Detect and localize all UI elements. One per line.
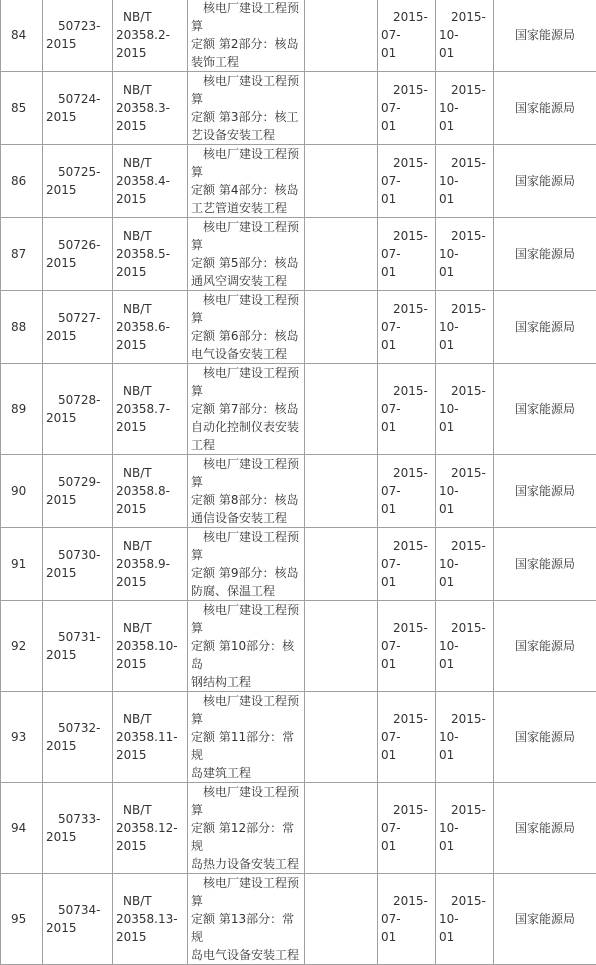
code-line: 50729- [58,475,101,489]
table-row [1,145,596,218]
department-cell: 国家能源局 [494,218,596,291]
department-cell: 国家能源局 [494,783,596,874]
name-line: 核电厂建设工程预算 [191,147,299,179]
nb-line: NB/T [116,803,152,817]
end-date-cell [436,0,494,72]
name-line: 自动化控制仪表安装 [191,420,299,434]
end-line: 01 [439,575,454,589]
start-line: 2015-07- [381,803,428,835]
nb-line: NB/T [116,466,152,480]
end-date-cell [436,874,494,965]
table-row [1,874,596,965]
code-line: 50723- [58,19,101,33]
name-line: 定额 第10部分：核岛 [191,639,294,671]
nb-line: 20358.6- [116,320,170,334]
name-line: 通风空调安装工程 [191,274,287,288]
name-line: 岛建筑工程 [191,766,251,780]
department-cell: 国家能源局 [494,291,596,364]
code-cell [43,145,113,218]
name-line: 防腐、保温工程 [191,584,275,598]
standard-number-cell [113,692,188,783]
start-line: 01 [381,575,396,589]
standard-name-cell [188,455,305,528]
row-number: 86 [1,145,43,218]
nb-line: 2015 [116,46,147,60]
name-line: 定额 第6部分：核岛 [191,329,298,343]
start-line: 01 [381,502,396,516]
table-row [1,72,596,145]
name-line: 核电厂建设工程预算 [191,603,299,635]
name-line: 工程 [191,438,215,452]
start-date-cell [378,72,436,145]
start-line: 2015-07- [381,384,428,416]
empty-cell [305,783,378,874]
code-cell [43,528,113,601]
nb-line: 2015 [116,839,147,853]
start-line: 2015-07- [381,539,428,571]
standard-number-cell [113,0,188,72]
row-number: 89 [1,364,43,455]
standard-number-cell [113,783,188,874]
nb-line: NB/T [116,156,152,170]
start-date-cell [378,218,436,291]
table-row [1,0,596,72]
start-date-cell [378,601,436,692]
nb-line: 2015 [116,575,147,589]
end-line: 2015-10- [439,466,486,498]
nb-line: 20358.2- [116,28,170,42]
code-line: 2015 [46,110,77,124]
start-line: 01 [381,192,396,206]
nb-line: 20358.3- [116,101,170,115]
standard-name-cell [188,291,305,364]
end-line: 01 [439,657,454,671]
empty-cell [305,0,378,72]
end-line: 2015-10- [439,803,486,835]
name-line: 通信设备安装工程 [191,511,287,525]
code-cell [43,455,113,528]
code-line: 2015 [46,256,77,270]
standard-number-cell [113,455,188,528]
name-line: 定额 第8部分：核岛 [191,493,298,507]
table-row [1,364,596,455]
start-date-cell [378,145,436,218]
code-cell [43,874,113,965]
name-line: 定额 第13部分：常规 [191,912,294,944]
end-line: 01 [439,46,454,60]
start-line: 2015-07- [381,302,428,334]
start-date-cell [378,692,436,783]
start-line: 2015-07- [381,10,428,42]
start-line: 01 [381,420,396,434]
nb-line: 20358.11- [116,730,178,744]
standard-number-cell [113,72,188,145]
empty-cell [305,874,378,965]
standard-number-cell [113,601,188,692]
standard-name-cell [188,218,305,291]
standard-name-cell [188,692,305,783]
row-number: 90 [1,455,43,528]
row-number: 92 [1,601,43,692]
end-date-cell [436,145,494,218]
code-line: 2015 [46,648,77,662]
standard-name-cell [188,72,305,145]
nb-line: 2015 [116,265,147,279]
code-line: 50726- [58,238,101,252]
department-cell: 国家能源局 [494,364,596,455]
name-line: 核电厂建设工程预算 [191,530,299,562]
nb-line: 2015 [116,338,147,352]
start-date-cell [378,455,436,528]
end-line: 2015-10- [439,712,486,744]
nb-line: 20358.5- [116,247,170,261]
code-line: 2015 [46,493,77,507]
nb-line: NB/T [116,384,152,398]
table-row [1,218,596,291]
start-line: 01 [381,265,396,279]
code-cell [43,218,113,291]
end-line: 01 [439,119,454,133]
empty-cell [305,145,378,218]
standard-name-cell [188,601,305,692]
end-date-cell [436,692,494,783]
name-line: 定额 第11部分：常规 [191,730,294,762]
name-line: 工艺管道安装工程 [191,201,287,215]
standard-name-cell [188,145,305,218]
department-cell: 国家能源局 [494,601,596,692]
end-date-cell [436,783,494,874]
end-line: 01 [439,265,454,279]
name-line: 核电厂建设工程预算 [191,1,299,33]
start-line: 01 [381,338,396,352]
end-date-cell [436,291,494,364]
nb-line: NB/T [116,712,152,726]
empty-cell [305,601,378,692]
nb-line: 20358.8- [116,484,170,498]
name-line: 定额 第12部分：常规 [191,821,294,853]
end-line: 2015-10- [439,229,486,261]
nb-line: 20358.13- [116,912,178,926]
department-cell: 国家能源局 [494,0,596,72]
standard-number-cell [113,874,188,965]
code-line: 2015 [46,329,77,343]
department-cell: 国家能源局 [494,72,596,145]
name-line: 定额 第3部分：核工 [191,110,298,124]
table-row [1,692,596,783]
department-cell: 国家能源局 [494,528,596,601]
table-row [1,601,596,692]
code-line: 50724- [58,92,101,106]
code-cell [43,72,113,145]
name-line: 钢结构工程 [191,675,251,689]
nb-line: 2015 [116,420,147,434]
name-line: 艺设备安装工程 [191,128,275,142]
code-line: 50731- [58,630,101,644]
code-line: 2015 [46,739,77,753]
start-date-cell [378,364,436,455]
code-line: 2015 [46,183,77,197]
end-line: 2015-10- [439,894,486,926]
empty-cell [305,72,378,145]
nb-line: 20358.4- [116,174,170,188]
end-date-cell [436,528,494,601]
nb-line: NB/T [116,539,152,553]
row-number: 88 [1,291,43,364]
start-line: 2015-07- [381,894,428,926]
name-line: 核电厂建设工程预算 [191,785,299,817]
start-line: 2015-07- [381,229,428,261]
empty-cell [305,528,378,601]
code-cell [43,291,113,364]
name-line: 定额 第4部分：核岛 [191,183,298,197]
name-line: 定额 第7部分：核岛 [191,402,298,416]
nb-line: 2015 [116,119,147,133]
start-date-cell [378,783,436,874]
row-number: 95 [1,874,43,965]
start-line: 2015-07- [381,156,428,188]
code-line: 2015 [46,411,77,425]
end-line: 01 [439,338,454,352]
end-date-cell [436,601,494,692]
nb-line: NB/T [116,10,152,24]
end-line: 01 [439,930,454,944]
nb-line: 20358.12- [116,821,178,835]
end-line: 2015-10- [439,621,486,653]
name-line: 核电厂建设工程预算 [191,876,299,908]
end-date-cell [436,72,494,145]
code-cell [43,783,113,874]
code-cell [43,692,113,783]
code-line: 50733- [58,812,101,826]
empty-cell [305,218,378,291]
start-date-cell [378,528,436,601]
standard-name-cell [188,364,305,455]
end-line: 01 [439,192,454,206]
nb-line: NB/T [116,229,152,243]
end-line: 2015-10- [439,83,486,115]
code-line: 50730- [58,548,101,562]
row-number: 91 [1,528,43,601]
nb-line: 20358.7- [116,402,170,416]
end-date-cell [436,455,494,528]
department-cell: 国家能源局 [494,455,596,528]
code-cell [43,364,113,455]
code-line: 2015 [46,37,77,51]
department-cell: 国家能源局 [494,145,596,218]
start-date-cell [378,874,436,965]
name-line: 核电厂建设工程预算 [191,74,299,106]
start-line: 01 [381,748,396,762]
start-date-cell [378,291,436,364]
standard-number-cell [113,218,188,291]
end-line: 01 [439,839,454,853]
start-line: 01 [381,930,396,944]
name-line: 岛热力设备安装工程 [191,857,299,871]
standard-number-cell [113,364,188,455]
standard-number-cell [113,291,188,364]
row-number: 94 [1,783,43,874]
start-line: 2015-07- [381,621,428,653]
empty-cell [305,692,378,783]
standard-name-cell [188,528,305,601]
standard-name-cell [188,874,305,965]
code-line: 50734- [58,903,101,917]
nb-line: NB/T [116,894,152,908]
start-line: 2015-07- [381,466,428,498]
start-line: 01 [381,657,396,671]
code-line: 2015 [46,921,77,935]
end-date-cell [436,218,494,291]
nb-line: NB/T [116,83,152,97]
name-line: 电气设备安装工程 [191,347,287,361]
code-line: 50728- [58,393,101,407]
code-line: 50725- [58,165,101,179]
table-row [1,528,596,601]
name-line: 定额 第2部分：核岛 [191,37,298,51]
start-line: 2015-07- [381,83,428,115]
end-line: 2015-10- [439,156,486,188]
code-line: 2015 [46,566,77,580]
name-line: 定额 第9部分：核岛 [191,566,298,580]
end-line: 2015-10- [439,302,486,334]
end-line: 01 [439,420,454,434]
end-line: 01 [439,502,454,516]
start-date-cell [378,0,436,72]
table-row [1,291,596,364]
standard-name-cell [188,783,305,874]
nb-line: 2015 [116,930,147,944]
department-cell: 国家能源局 [494,692,596,783]
end-line: 2015-10- [439,384,486,416]
name-line: 核电厂建设工程预算 [191,293,299,325]
end-date-cell [436,364,494,455]
standard-number-cell [113,528,188,601]
code-cell [43,601,113,692]
code-line: 50732- [58,721,101,735]
nb-line: NB/T [116,621,152,635]
code-line: 2015 [46,830,77,844]
start-line: 2015-07- [381,712,428,744]
name-line: 核电厂建设工程预算 [191,366,299,398]
code-cell [43,0,113,72]
empty-cell [305,455,378,528]
start-line: 01 [381,119,396,133]
nb-line: 2015 [116,657,147,671]
end-line: 2015-10- [439,10,486,42]
name-line: 装饰工程 [191,55,239,69]
nb-line: 2015 [116,502,147,516]
start-line: 01 [381,46,396,60]
table-row [1,783,596,874]
name-line: 核电厂建设工程预算 [191,457,299,489]
name-line: 核电厂建设工程预算 [191,694,299,726]
row-number: 93 [1,692,43,783]
nb-line: NB/T [116,302,152,316]
end-line: 01 [439,748,454,762]
row-number: 87 [1,218,43,291]
name-line: 岛电气设备安装工程 [191,948,299,962]
empty-cell [305,291,378,364]
nb-line: 20358.10- [116,639,178,653]
table-body [1,0,596,965]
row-number: 84 [1,0,43,72]
name-line: 核电厂建设工程预算 [191,220,299,252]
start-line: 01 [381,839,396,853]
code-line: 50727- [58,311,101,325]
name-line: 定额 第5部分：核岛 [191,256,298,270]
standard-number-cell [113,145,188,218]
empty-cell [305,364,378,455]
row-number: 85 [1,72,43,145]
table-row [1,455,596,528]
department-cell: 国家能源局 [494,874,596,965]
nb-line: 2015 [116,192,147,206]
nb-line: 2015 [116,748,147,762]
standard-name-cell [188,0,305,72]
end-line: 2015-10- [439,539,486,571]
nb-line: 20358.9- [116,557,170,571]
